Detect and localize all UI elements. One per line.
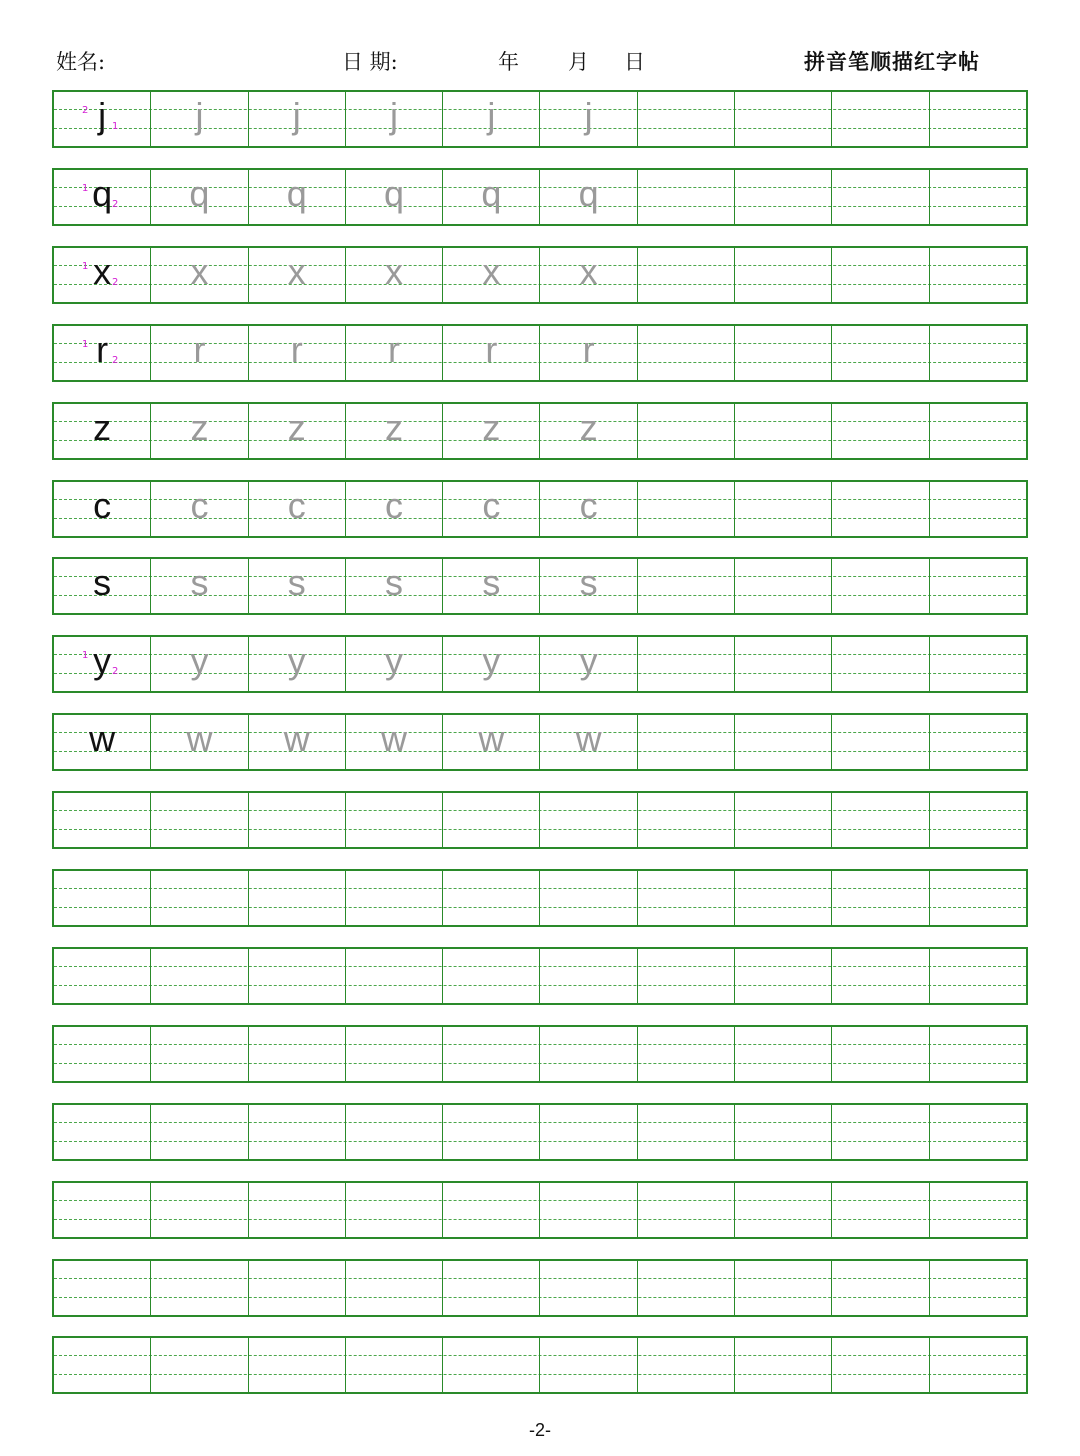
writing-cell[interactable] (151, 637, 248, 691)
trace-letter: s (385, 562, 404, 604)
writing-cell[interactable] (638, 404, 735, 458)
model-letter: z (93, 406, 112, 448)
trace-letter: y (579, 640, 598, 682)
model-letter: s (93, 562, 112, 604)
trace-letter: x (287, 250, 306, 292)
trace-letter: r (388, 328, 401, 370)
writing-cell[interactable] (735, 1105, 832, 1159)
writing-cell[interactable] (443, 715, 540, 769)
blank-row (52, 791, 1028, 849)
writing-cell[interactable] (249, 1027, 346, 1081)
writing-cell[interactable] (54, 1183, 151, 1237)
writing-cell[interactable] (54, 871, 151, 925)
writing-cell[interactable] (638, 248, 735, 302)
writing-cell[interactable] (54, 559, 151, 613)
writing-cell[interactable] (735, 404, 832, 458)
writing-cell[interactable] (832, 637, 929, 691)
writing-cell[interactable] (54, 482, 151, 536)
writing-cell[interactable] (151, 949, 248, 1003)
writing-cell[interactable] (443, 482, 540, 536)
writing-cell[interactable] (249, 559, 346, 613)
writing-cell[interactable] (346, 1183, 443, 1237)
year-label: 年 (498, 50, 519, 74)
writing-cell[interactable] (638, 1105, 735, 1159)
writing-cell[interactable] (151, 793, 248, 847)
trace-letter: z (385, 406, 404, 448)
writing-cell[interactable] (249, 871, 346, 925)
stroke-order-hint: 1 (82, 338, 89, 350)
trace-letter: r (582, 328, 595, 370)
writing-cell[interactable] (832, 559, 929, 613)
writing-cell[interactable] (735, 949, 832, 1003)
writing-cell[interactable] (540, 482, 637, 536)
writing-cell[interactable] (735, 871, 832, 925)
writing-cell[interactable] (930, 559, 1026, 613)
writing-cell[interactable] (151, 482, 248, 536)
model-letter: j (98, 95, 107, 136)
writing-cell[interactable] (832, 1338, 929, 1392)
writing-cell[interactable] (151, 1261, 248, 1315)
trace-letter: z (482, 406, 501, 448)
writing-cell[interactable] (443, 1183, 540, 1237)
writing-cell[interactable] (249, 1105, 346, 1159)
blank-row (52, 1336, 1028, 1394)
model-letter: y (93, 640, 112, 682)
model-letter: w (89, 718, 116, 760)
writing-cell[interactable] (443, 92, 540, 146)
writing-cell[interactable] (443, 1261, 540, 1315)
writing-cell[interactable] (540, 1027, 637, 1081)
writing-cell[interactable] (832, 949, 929, 1003)
writing-cell[interactable] (249, 482, 346, 536)
writing-cell[interactable] (832, 1261, 929, 1315)
stroke-order-hint: 1 (82, 182, 89, 194)
writing-cell[interactable] (540, 949, 637, 1003)
model-letter: c (93, 484, 112, 526)
writing-cell[interactable] (930, 1183, 1026, 1237)
writing-cell[interactable] (930, 326, 1026, 380)
trace-letter: c (287, 484, 306, 526)
writing-cell[interactable] (151, 92, 248, 146)
writing-cell[interactable] (346, 793, 443, 847)
writing-cell[interactable] (151, 871, 248, 925)
writing-cell[interactable] (832, 1027, 929, 1081)
trace-letter: y (190, 640, 209, 682)
writing-cell[interactable] (735, 170, 832, 224)
writing-cell[interactable] (930, 871, 1026, 925)
writing-cell[interactable] (443, 871, 540, 925)
writing-cell[interactable] (832, 1105, 929, 1159)
trace-letter: q (286, 172, 307, 214)
writing-cell[interactable] (346, 949, 443, 1003)
writing-cell[interactable] (443, 559, 540, 613)
writing-cell[interactable] (346, 637, 443, 691)
day-label: 日 (624, 50, 645, 74)
writing-cell[interactable] (930, 1105, 1026, 1159)
trace-letter: x (482, 250, 501, 292)
letter-row (52, 713, 1028, 771)
writing-cell[interactable] (151, 326, 248, 380)
blank-row (52, 947, 1028, 1005)
stroke-order-hint: 2 (112, 276, 119, 288)
writing-cell[interactable] (54, 1027, 151, 1081)
writing-cell[interactable] (346, 871, 443, 925)
writing-cell[interactable] (540, 170, 637, 224)
writing-cell[interactable] (54, 404, 151, 458)
writing-cell[interactable] (735, 715, 832, 769)
writing-cell[interactable] (735, 1338, 832, 1392)
letter-row (52, 480, 1028, 538)
writing-cell[interactable] (249, 1261, 346, 1315)
writing-cell[interactable] (638, 715, 735, 769)
name-label: 姓名: (56, 50, 106, 74)
writing-cell[interactable] (443, 248, 540, 302)
trace-letter: x (579, 250, 598, 292)
writing-cell[interactable] (930, 637, 1026, 691)
letter-row (52, 324, 1028, 382)
writing-cell[interactable] (930, 1261, 1026, 1315)
writing-cell[interactable] (54, 1338, 151, 1392)
trace-letter: x (190, 250, 209, 292)
writing-cell[interactable] (540, 1183, 637, 1237)
trace-letter: y (482, 640, 501, 682)
trace-letter: z (579, 406, 598, 448)
writing-cell[interactable] (832, 1183, 929, 1237)
trace-letter: s (579, 562, 598, 604)
writing-cell[interactable] (443, 404, 540, 458)
trace-letter: w (381, 718, 408, 760)
trace-letter: s (190, 562, 209, 604)
worksheet-title: 拼音笔顺描红字帖 (804, 49, 980, 74)
blank-row (52, 1181, 1028, 1239)
writing-cell[interactable] (54, 715, 151, 769)
stroke-order-hint: 1 (82, 260, 89, 272)
trace-letter: y (287, 640, 306, 682)
trace-letter: q (481, 172, 502, 214)
writing-cell[interactable] (832, 326, 929, 380)
writing-cell[interactable] (735, 1261, 832, 1315)
blank-row (52, 1259, 1028, 1317)
writing-cell[interactable] (540, 1261, 637, 1315)
writing-cell[interactable] (346, 1027, 443, 1081)
writing-cell[interactable] (249, 1183, 346, 1237)
writing-cell[interactable] (54, 1105, 151, 1159)
writing-cell[interactable] (638, 1183, 735, 1237)
writing-cell[interactable] (735, 1027, 832, 1081)
letter-row (52, 90, 1028, 148)
trace-letter: w (186, 718, 213, 760)
trace-letter: s (482, 562, 501, 604)
writing-cell[interactable] (832, 248, 929, 302)
writing-cell[interactable] (638, 793, 735, 847)
writing-cell[interactable] (930, 92, 1026, 146)
trace-letter: j (584, 95, 593, 136)
writing-cell[interactable] (249, 949, 346, 1003)
writing-cell[interactable] (832, 404, 929, 458)
writing-cell[interactable] (638, 559, 735, 613)
writing-cell[interactable] (54, 326, 151, 380)
writing-cell[interactable] (735, 92, 832, 146)
writing-cell[interactable] (346, 170, 443, 224)
writing-cell[interactable] (54, 1261, 151, 1315)
writing-cell[interactable] (54, 949, 151, 1003)
writing-cell[interactable] (151, 404, 248, 458)
trace-letter: c (190, 484, 209, 526)
trace-letter: w (283, 718, 310, 760)
trace-letter: c (579, 484, 598, 526)
writing-cell[interactable] (249, 248, 346, 302)
writing-cell[interactable] (540, 326, 637, 380)
writing-cell[interactable] (735, 559, 832, 613)
letter-row (52, 246, 1028, 304)
trace-letter: c (482, 484, 501, 526)
blank-row (52, 1103, 1028, 1161)
trace-letter: q (384, 172, 405, 214)
trace-letter: j (195, 95, 204, 136)
letter-row (52, 402, 1028, 460)
trace-letter: x (385, 250, 404, 292)
writing-cell[interactable] (54, 92, 151, 146)
trace-letter: r (193, 328, 206, 370)
writing-cell[interactable] (638, 1261, 735, 1315)
stroke-order-hint: 2 (112, 198, 119, 210)
trace-letter: q (578, 172, 599, 214)
writing-cell[interactable] (249, 1338, 346, 1392)
writing-cell[interactable] (930, 248, 1026, 302)
writing-cell[interactable] (735, 326, 832, 380)
writing-cell[interactable] (346, 1338, 443, 1392)
writing-cell[interactable] (151, 1027, 248, 1081)
writing-cell[interactable] (443, 326, 540, 380)
stroke-order-hint: 2 (112, 354, 119, 366)
trace-letter: z (287, 406, 306, 448)
writing-cell[interactable] (346, 92, 443, 146)
writing-cell[interactable] (54, 793, 151, 847)
writing-cell[interactable] (930, 793, 1026, 847)
trace-letter: q (189, 172, 210, 214)
writing-cell[interactable] (151, 170, 248, 224)
writing-cell[interactable] (443, 793, 540, 847)
writing-cell[interactable] (638, 949, 735, 1003)
writing-cell[interactable] (540, 715, 637, 769)
trace-letter: s (287, 562, 306, 604)
writing-cell[interactable] (346, 404, 443, 458)
writing-cell[interactable] (735, 482, 832, 536)
writing-cell[interactable] (540, 404, 637, 458)
writing-cell[interactable] (832, 482, 929, 536)
letter-row (52, 557, 1028, 615)
writing-cell[interactable] (249, 637, 346, 691)
writing-cell[interactable] (540, 92, 637, 146)
writing-cell[interactable] (540, 871, 637, 925)
trace-letter: r (290, 328, 303, 370)
writing-cell[interactable] (930, 1027, 1026, 1081)
trace-letter: c (385, 484, 404, 526)
writing-cell[interactable] (930, 482, 1026, 536)
writing-cell[interactable] (249, 92, 346, 146)
writing-cell[interactable] (346, 482, 443, 536)
writing-cell[interactable] (638, 637, 735, 691)
model-letter: q (92, 172, 113, 214)
writing-cell[interactable] (443, 1338, 540, 1392)
writing-cell[interactable] (151, 1338, 248, 1392)
writing-cell[interactable] (151, 1105, 248, 1159)
writing-cell[interactable] (832, 715, 929, 769)
writing-cell[interactable] (930, 170, 1026, 224)
stroke-order-hint: 1 (82, 650, 89, 662)
letter-row (52, 635, 1028, 693)
writing-cell[interactable] (151, 715, 248, 769)
writing-cell[interactable] (151, 248, 248, 302)
writing-cell[interactable] (735, 1183, 832, 1237)
page-number: -2- (529, 1420, 551, 1440)
writing-cell[interactable] (832, 793, 929, 847)
trace-letter: j (390, 95, 399, 136)
stroke-order-hint: 2 (112, 666, 119, 678)
stroke-order-hint: 2 (82, 105, 89, 116)
writing-cell[interactable] (930, 715, 1026, 769)
writing-cell[interactable] (346, 715, 443, 769)
trace-letter: z (190, 406, 209, 448)
writing-cell[interactable] (540, 248, 637, 302)
writing-cell[interactable] (540, 637, 637, 691)
blank-row (52, 1025, 1028, 1083)
writing-cell[interactable] (735, 637, 832, 691)
trace-letter: w (478, 718, 505, 760)
writing-cell[interactable] (443, 1027, 540, 1081)
letter-row (52, 168, 1028, 226)
writing-cell[interactable] (832, 871, 929, 925)
writing-cell[interactable] (638, 871, 735, 925)
writing-cell[interactable] (443, 637, 540, 691)
writing-cell[interactable] (832, 170, 929, 224)
trace-letter: r (485, 328, 498, 370)
writing-cell[interactable] (540, 1105, 637, 1159)
writing-cell[interactable] (54, 637, 151, 691)
trace-letter: y (385, 640, 404, 682)
writing-cell[interactable] (346, 326, 443, 380)
writing-cell[interactable] (249, 793, 346, 847)
blank-row (52, 869, 1028, 927)
writing-cell[interactable] (930, 404, 1026, 458)
writing-cell[interactable] (540, 793, 637, 847)
writing-cell[interactable] (638, 170, 735, 224)
writing-cell[interactable] (735, 793, 832, 847)
writing-cell[interactable] (930, 1338, 1026, 1392)
writing-cell[interactable] (249, 326, 346, 380)
writing-cell[interactable] (638, 482, 735, 536)
writing-cell[interactable] (930, 949, 1026, 1003)
writing-cell[interactable] (540, 559, 637, 613)
writing-cell[interactable] (346, 559, 443, 613)
writing-cell[interactable] (832, 92, 929, 146)
writing-cell[interactable] (638, 92, 735, 146)
writing-cell[interactable] (346, 1105, 443, 1159)
writing-cell[interactable] (638, 1027, 735, 1081)
writing-cell[interactable] (443, 949, 540, 1003)
writing-cell[interactable] (346, 1261, 443, 1315)
trace-letter: w (575, 718, 602, 760)
trace-letter: j (292, 95, 301, 136)
writing-cell[interactable] (638, 1338, 735, 1392)
writing-cell[interactable] (638, 326, 735, 380)
writing-cell[interactable] (249, 404, 346, 458)
writing-cell[interactable] (54, 170, 151, 224)
date-label: 日 期: (342, 50, 398, 74)
writing-cell[interactable] (151, 1183, 248, 1237)
writing-cell[interactable] (54, 248, 151, 302)
worksheet-header (0, 40, 1080, 80)
writing-cell[interactable] (540, 1338, 637, 1392)
stroke-order-hint: 1 (112, 121, 119, 132)
writing-cell[interactable] (249, 715, 346, 769)
model-letter: x (93, 250, 112, 292)
writing-cell[interactable] (249, 170, 346, 224)
writing-cell[interactable] (443, 170, 540, 224)
writing-cell[interactable] (735, 248, 832, 302)
writing-cell[interactable] (151, 559, 248, 613)
trace-letter: j (487, 95, 496, 136)
model-letter: r (96, 328, 109, 370)
writing-cell[interactable] (346, 248, 443, 302)
writing-cell[interactable] (443, 1105, 540, 1159)
month-label: 月 (568, 50, 589, 74)
